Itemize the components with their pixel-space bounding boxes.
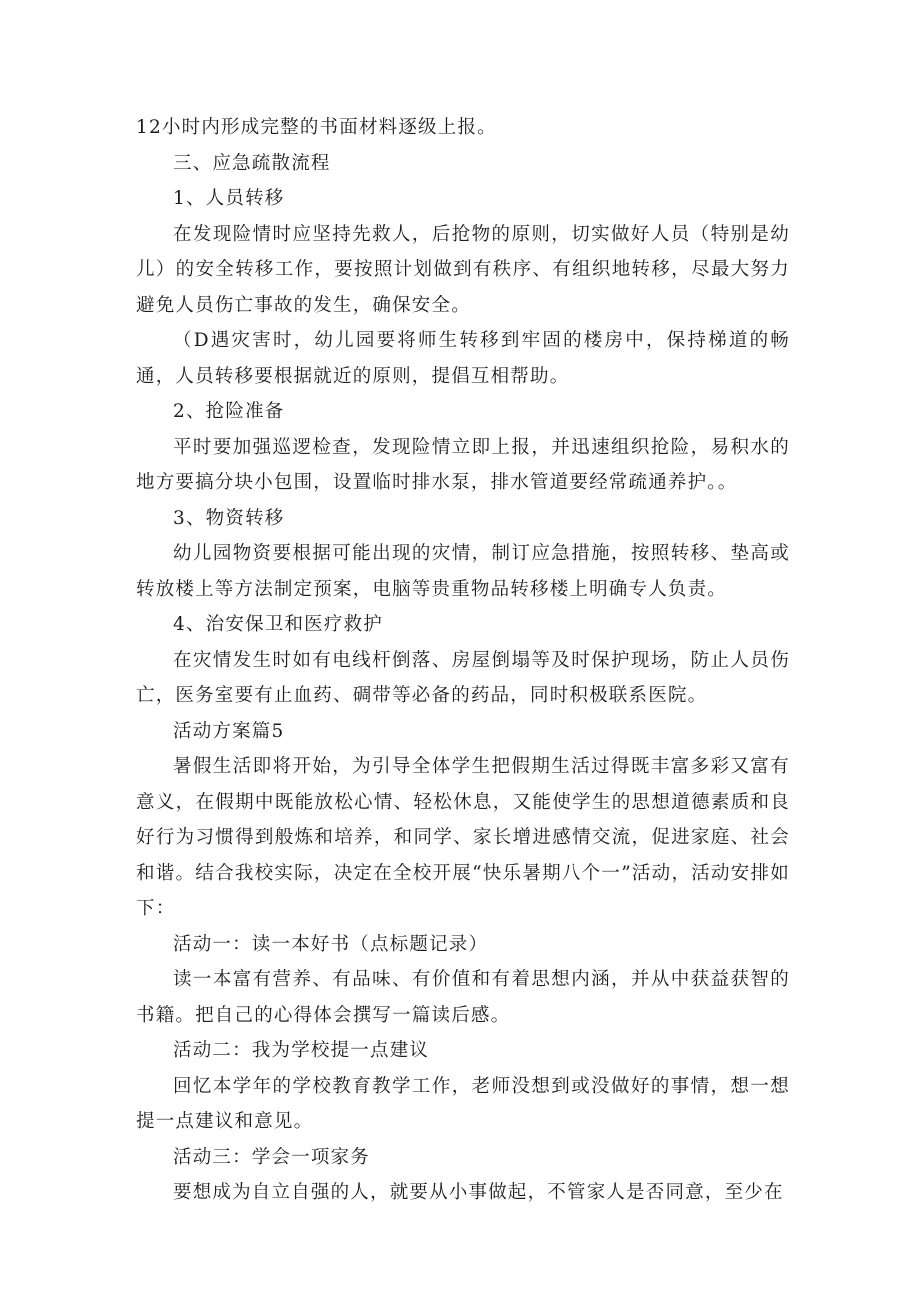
subheading-activity-three: 活动三：学会一项家务 xyxy=(173,1146,371,1168)
subheading-activity-one: 活动一：读一本好书（点标题记录） xyxy=(173,933,489,955)
section-heading-activity-plan-5: 活动方案篇5 xyxy=(173,720,285,742)
section-heading-emergency-evacuation: 三、应急疏散流程 xyxy=(173,152,331,174)
paragraph-continuation: 12小时内形成完整的书面材料逐级上报。 xyxy=(136,117,497,138)
subheading-security-medical: 4、治安保卫和医疗救护 xyxy=(173,614,383,635)
paragraph-summer-intro: 暑假生活即将开始，为引导全体学生把假期生活过得既丰富多彩又富有意义，在假期中既能放松心情、轻松休息，又能使学生的思想道德素质和良好行为习惯得到般炼和培养，和同学、家长增进感情交流，促进家庭、社会和谐。结合我校实际，决定在全校开展“快乐暑期八个一”活动，活动安排如下： xyxy=(136,756,790,919)
paragraph-materials-transfer: 幼儿园物资要根据可能出现的灾情，制订应急措施，按照转移、垫高或转放楼上等方法制定预案，电脑等贵重物品转移楼上明确专人负责。 xyxy=(136,543,790,600)
subheading-personnel-transfer: 1、人员转移 xyxy=(173,188,285,209)
document-body xyxy=(136,110,790,1211)
subheading-materials-transfer: 3、物资转移 xyxy=(173,507,285,529)
paragraph-rescue-preparation: 平时要加强巡逻检查，发现险情立即上报，并迅速组织抢险，易积水的地方要搞分块小包围，设置临时排水泵，排水管道要经常疏通养护。。 xyxy=(136,436,790,493)
paragraph-activity-three: 要想成为自立自强的人，就要从小事做起，不管家人是否同意，至少在 xyxy=(173,1182,784,1203)
subheading-rescue-preparation: 2、抢险准备 xyxy=(173,401,285,422)
paragraph-activity-one: 读一本富有营养、有品味、有价值和有着思想内涵，并从中获益获智的书籍。把自己的心得体会撰写一篇读后感。 xyxy=(136,969,790,1026)
paragraph-personnel-transfer: 在发现险情时应坚持先救人，后抢物的原则，切实做好人员（特别是幼儿）的安全转移工作，要按照计划做到有秩序、有组织地转移，尽最大努力避免人员伤亡事故的发生，确保安全。 xyxy=(136,223,790,316)
paragraph-activity-two: 回忆本学年的学校教育教学工作，老师没想到或没做好的事情，想一想提一点建议和意见。 xyxy=(136,1075,790,1132)
paragraph-security-medical: 在灾情发生时如有电线杆倒落、房屋倒塌等及时保护现场，防止人员伤亡，医务室要有止血药、碉带等必备的药品，同时积极联系医院。 xyxy=(136,649,790,706)
subheading-activity-two: 活动二：我为学校提一点建议 xyxy=(173,1040,430,1061)
paragraph-disaster-transfer: （D遇灾害时，幼儿园要将师生转移到牢固的楼房中，保持梯道的畅通，人员转移要根据就近的原则，提倡互相帮助。 xyxy=(136,330,790,387)
